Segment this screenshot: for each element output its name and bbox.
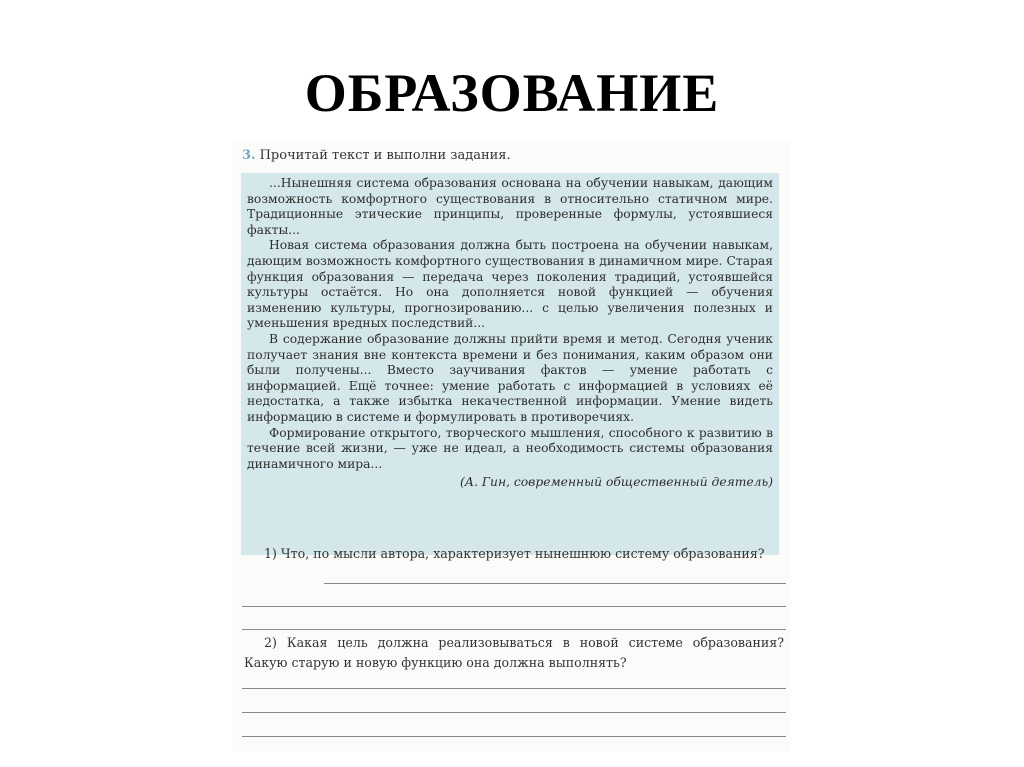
slide-title: ОБРАЗОВАНИЕ <box>304 63 720 123</box>
text-paragraph: Новая система образования должна быть построена на обучении навыкам, дающим возможность комфортного существования в динамичном мире. Старая функция образования — передача через поколения традиций, устоявшейся культуры остаётся. Но она дополняется новой функцией — обучения изменению культуры, прогнозированию... с целью увеличения полезных и уменьшения вредных последствий... <box>247 238 773 331</box>
text-paragraph: Формирование открытого, творческого мышления, способного к развитию в течение всей жизни, — уже не идеал, а необходимость системы образования динамичного мира... <box>247 425 773 471</box>
answer-line <box>324 583 786 584</box>
answer-line <box>242 736 786 737</box>
answer-line <box>242 606 786 607</box>
text-paragraph: В содержание образование должны прийти время и метод. Сегодня ученик получает знания вне контекста времени и без понимания, каким образом они были получены... Вместо заучивания фактов — умение работать с информацией. Ещё точнее: умение работать с информацией в условиях её недостатка, а также избытка некачественной информации. Умение видеть информацию в системе и формулировать в противоречиях. <box>247 331 773 424</box>
question-2: 2) Какая цель должна реализовываться в новой системе образования? Какую старую и новую функцию она должна выполнять? <box>244 635 784 670</box>
task-number: 3. <box>242 148 256 163</box>
text-paragraph: ...Нынешняя система образования основана на обучении навыкам, дающим возможность комфортного существования в относительно статичном мире. Традиционные этические принципы, проверенные формулы, устоявшиеся факты... <box>247 176 773 237</box>
task-instruction: Прочитай текст и выполни задания. <box>259 148 511 163</box>
reading-text-box <box>241 173 779 555</box>
answer-line <box>242 712 786 713</box>
textbook-page <box>232 140 790 752</box>
task-header <box>242 148 511 163</box>
question-1: 1) Что, по мысли автора, характеризует нынешнюю систему образования? <box>264 546 765 561</box>
answer-line <box>242 688 786 689</box>
answer-line <box>242 629 786 630</box>
text-attribution: (А. Гин, современный общественный деятель) <box>459 475 773 490</box>
